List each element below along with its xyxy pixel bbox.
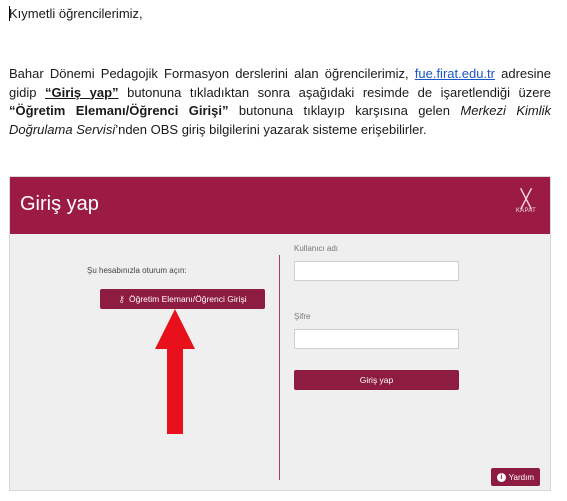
para-part2: adresine gidip bbox=[9, 66, 551, 100]
para-part4: butonuna tıklayıp karşısına gelen bbox=[228, 103, 461, 118]
service-name: Merkezi Kimlik Doğrulama Servisi bbox=[9, 103, 551, 137]
close-label: KAPAT bbox=[515, 208, 537, 214]
help-label: Yardım bbox=[508, 472, 534, 482]
password-field[interactable] bbox=[294, 329, 459, 349]
greeting: Kıymetli öğrencilerimiz, bbox=[9, 6, 143, 21]
info-icon: i bbox=[497, 473, 506, 482]
para-part1: Bahar Dönemi Pedagojik Formasyon derslerini alan öğrencilerimiz, bbox=[9, 66, 415, 81]
key-icon: ⚷ bbox=[118, 293, 125, 304]
site-link[interactable]: fue.firat.edu.tr bbox=[414, 66, 495, 81]
login-quote: “Giriş yap” bbox=[45, 84, 119, 100]
sso-column bbox=[10, 234, 278, 491]
staff-quote: “Öğretim Elemanı/Öğrenci Girişi” bbox=[9, 103, 229, 118]
staff-button-label: Öğretim Elemanı/Öğrenci Girişi bbox=[128, 294, 247, 304]
login-title: Giriş yap bbox=[20, 193, 99, 215]
para-part5: ’nden OBS giriş bilgilerini yazarak sisteme erişebilirler. bbox=[115, 121, 427, 137]
login-header bbox=[10, 177, 550, 234]
login-screenshot bbox=[9, 176, 551, 491]
password-label: Şifre bbox=[294, 312, 311, 321]
help-button[interactable] bbox=[491, 468, 540, 486]
username-field[interactable] bbox=[294, 261, 459, 281]
close-button[interactable] bbox=[514, 190, 538, 214]
column-divider bbox=[279, 255, 280, 480]
login-button[interactable]: Giriş yap bbox=[294, 370, 459, 390]
sso-prompt: Şu hesabınızla oturum açın: bbox=[87, 266, 187, 275]
username-label: Kullanıcı adı bbox=[294, 244, 339, 253]
instruction-paragraph bbox=[9, 65, 551, 139]
red-arrow bbox=[155, 309, 195, 434]
para-part3: butonuna tıkladıktan sonra aşağıdaki resimde de işaretlendiği üzere bbox=[118, 84, 552, 100]
close-icon: ╳ bbox=[520, 189, 532, 209]
staff-student-login-button[interactable] bbox=[100, 289, 265, 309]
